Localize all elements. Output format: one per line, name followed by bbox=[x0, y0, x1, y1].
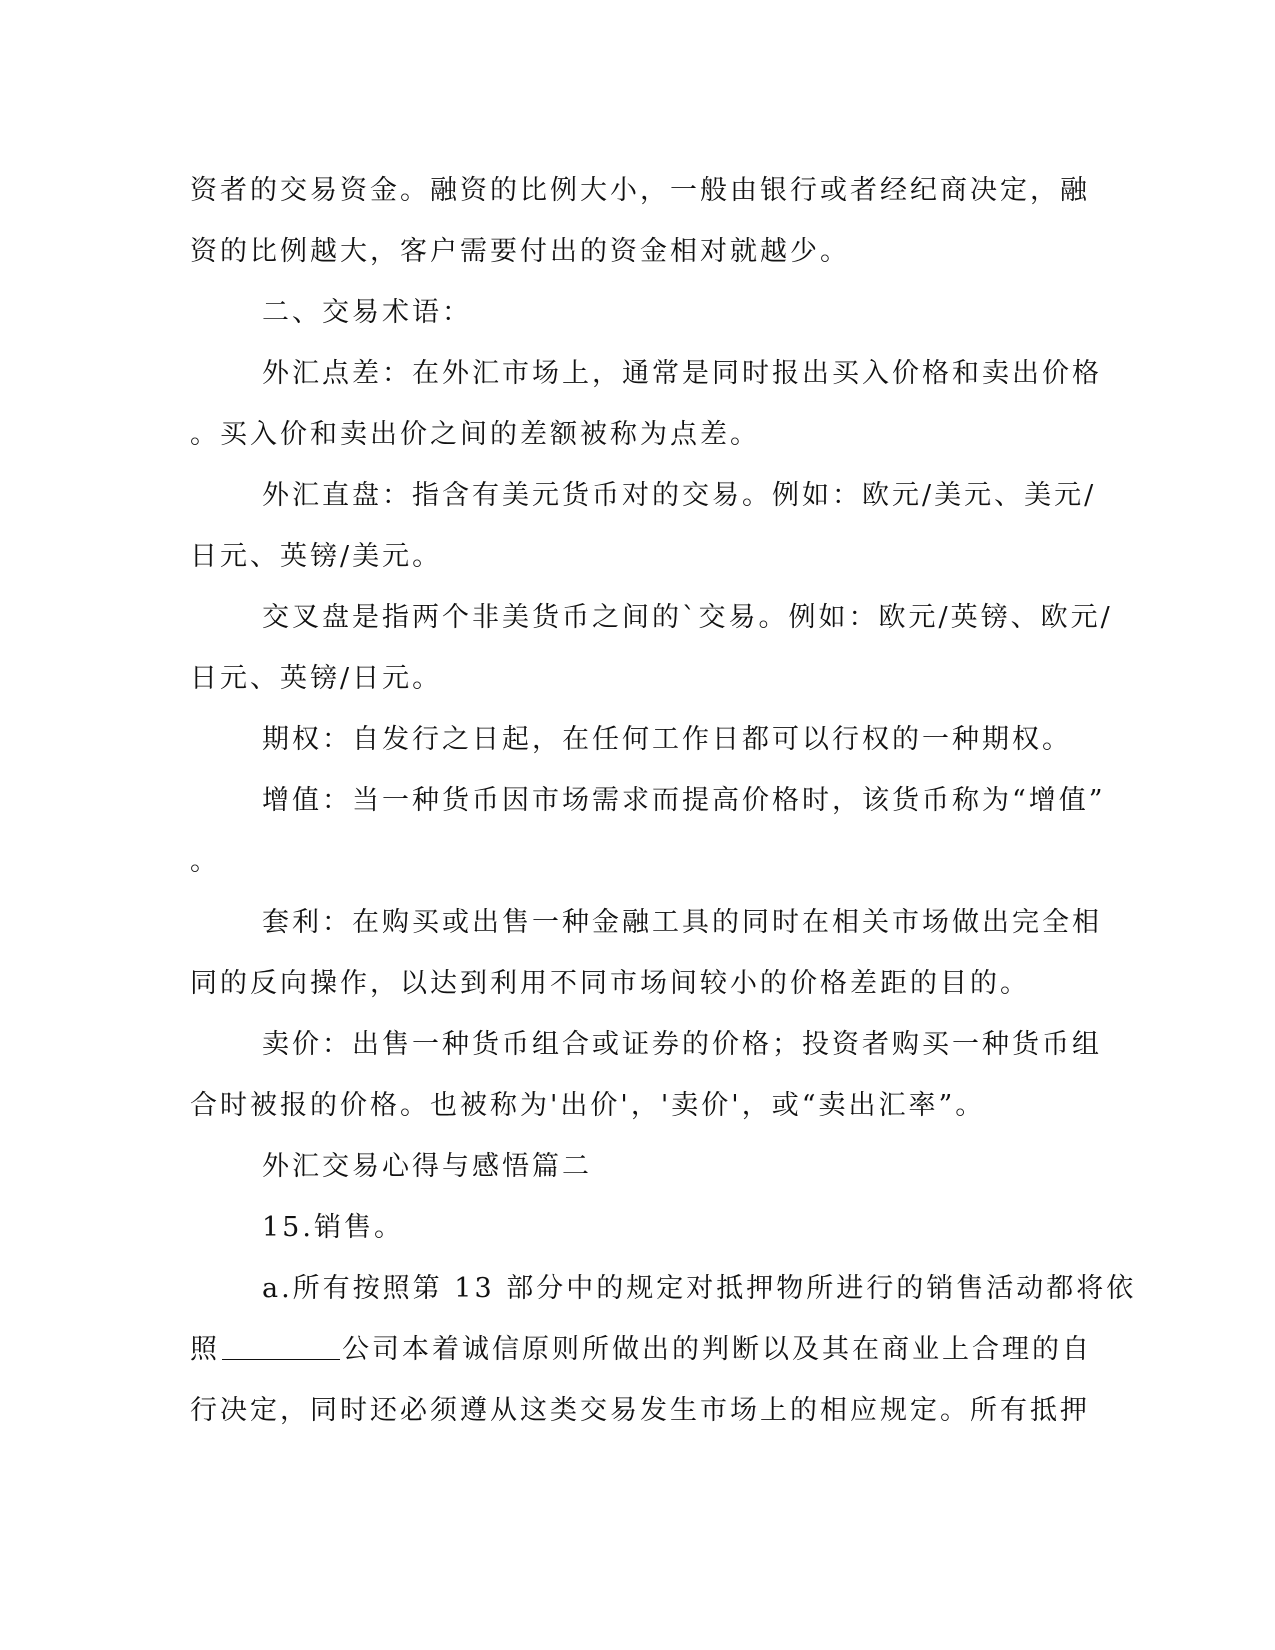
text-line: 日元、英镑/美元。 bbox=[190, 541, 443, 572]
text-line: 期权：自发行之日起，在任何工作日都可以行权的一种期权。 bbox=[262, 724, 1072, 755]
text-line: 同的反向操作，以达到利用不同市场间较小的价格差距的目的。 bbox=[190, 968, 1030, 999]
text-line: 行决定，同时还必须遵从这类交易发生市场上的相应规定。所有抵押 bbox=[190, 1395, 1090, 1426]
text-line: 。买入价和卖出价之间的差额被称为点差。 bbox=[190, 419, 760, 450]
text-line-with-blank bbox=[190, 1319, 1092, 1380]
text-line: a.所有按照第 13 部分中的规定对抵押物所进行的销售活动都将依 bbox=[262, 1273, 1137, 1304]
section-heading: 二、交易术语： bbox=[262, 297, 472, 328]
text-line: 日元、英镑/日元。 bbox=[190, 663, 443, 694]
text-fragment: 照 bbox=[190, 1334, 220, 1365]
text-line: 套利：在购买或出售一种金融工具的同时在相关市场做出完全相 bbox=[262, 907, 1102, 938]
document-body bbox=[190, 160, 1137, 1441]
text-line: 卖价：出售一种货币组合或证券的价格；投资者购买一种货币组 bbox=[262, 1029, 1102, 1060]
text-line: 合时被报的价格。也被称为'出价'，'卖价'，或“卖出汇率”。 bbox=[190, 1090, 986, 1121]
text-line: 交叉盘是指两个非美货币之间的`交易。例如：欧元/英镑、欧元/ bbox=[262, 602, 1113, 633]
text-line: 资的比例越大，客户需要付出的资金相对就越少。 bbox=[190, 236, 850, 267]
section-heading: 15.销售。 bbox=[262, 1212, 404, 1243]
fill-in-blank bbox=[222, 1335, 340, 1360]
text-line: 增值：当一种货币因市场需求而提高价格时，该货币称为“增值” bbox=[262, 785, 1106, 816]
text-line: 外汇点差：在外汇市场上，通常是同时报出买入价格和卖出价格 bbox=[262, 358, 1102, 389]
text-line: 外汇直盘：指含有美元货币对的交易。例如：欧元/美元、美元/ bbox=[262, 480, 1097, 511]
text-fragment: 公司本着诚信原则所做出的判断以及其在商业上合理的自 bbox=[342, 1334, 1092, 1365]
text-line: 资者的交易资金。融资的比例大小，一般由银行或者经纪商决定，融 bbox=[190, 175, 1090, 206]
text-line: 。 bbox=[190, 846, 220, 877]
section-heading: 外汇交易心得与感悟篇二 bbox=[262, 1151, 592, 1182]
